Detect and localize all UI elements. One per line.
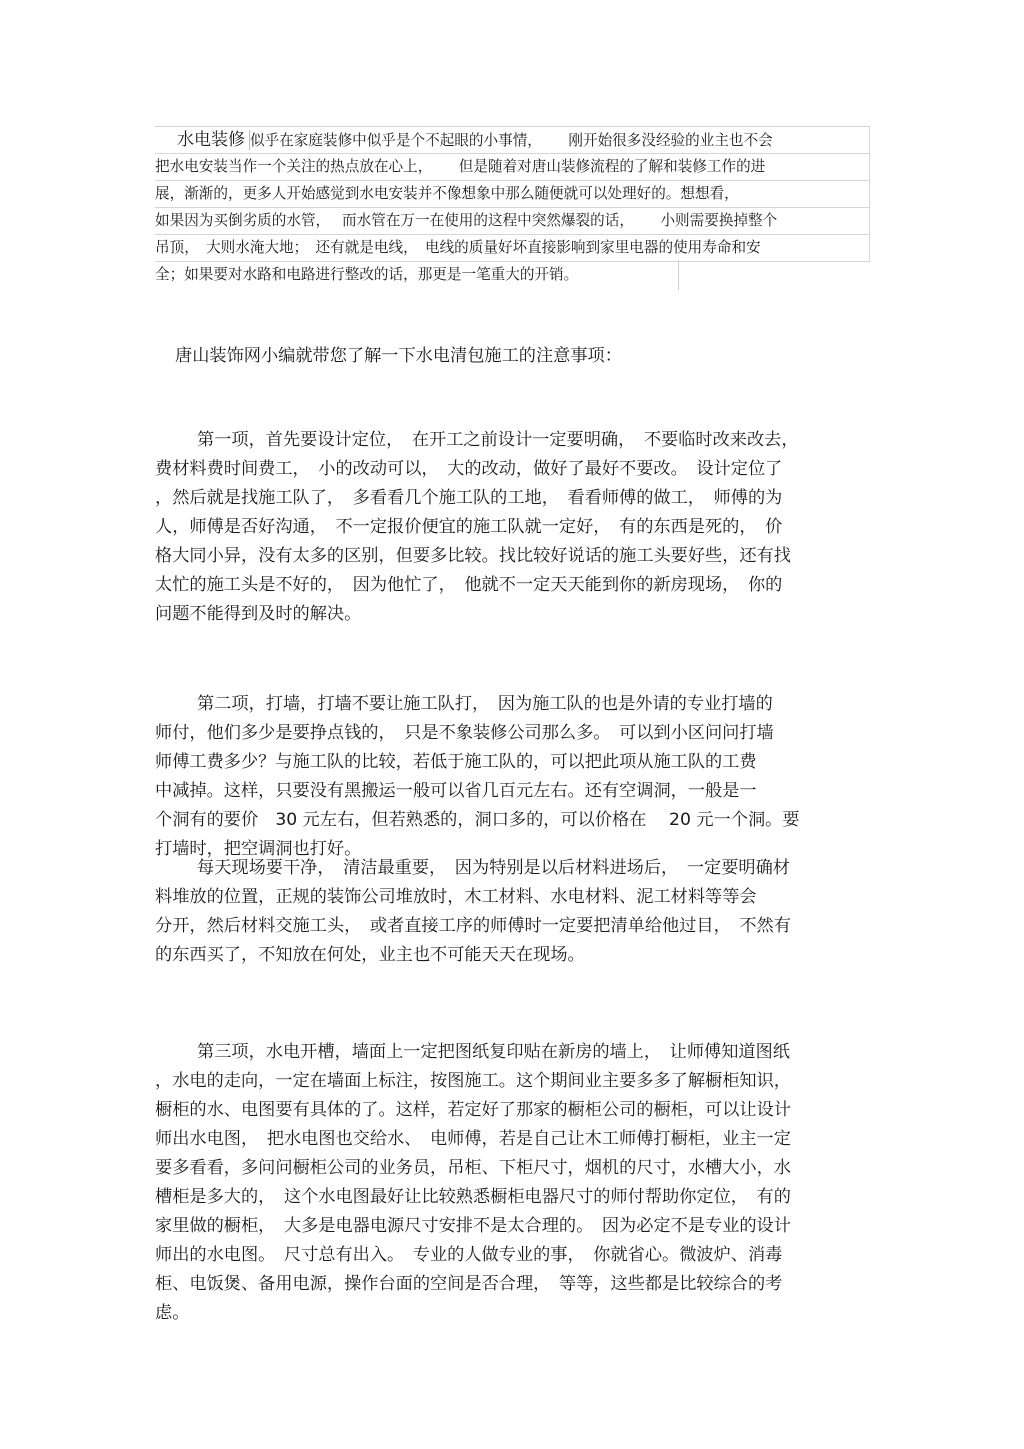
intro-line	[155, 262, 870, 288]
paragraph-line: 橱柜的水、电图要有具体的了。这样，若定好了那家的橱柜公司的橱柜，可以让设计	[155, 1100, 791, 1120]
paragraph-2	[155, 690, 867, 864]
paragraph-line: 问题不能得到及时的解决。	[155, 604, 362, 624]
paragraph-line: 第三项，水电开槽，墙面上一定把图纸复印贴在新房的墙上， 让师傅知道图纸	[197, 1042, 790, 1062]
paragraph-line: 费材料费时间费工， 小的改动可以， 大的改动，做好了最好不要改。 设计定位了	[155, 459, 783, 479]
paragraph-line: 虑。	[155, 1303, 190, 1323]
paragraph-line: 师傅工费多少？与施工队的比较，若低于施工队的，可以把此项从施工队的工费	[155, 752, 757, 772]
intro-line-text: 全；如果要对水路和电路进行整改的话，那更是一笔重大的开销。	[155, 266, 579, 283]
paragraph-line: ，水电的走向，一定在墙面上标注，按图施工。这个期间业主要多多了解橱柜知识，	[155, 1071, 791, 1091]
paragraph-line: 料堆放的位置，正规的装饰公司堆放时，木工材料、水电材料、泥工材料等等会	[155, 887, 757, 907]
paragraph-line: 第二项，打墙，打墙不要让施工队打， 因为施工队的也是外请的专业打墙的	[197, 694, 773, 714]
paragraph-line: ，然后就是找施工队了， 多看看几个施工队的工地， 看看师傅的做工， 师傅的为	[155, 488, 783, 508]
paragraph-4	[155, 1038, 867, 1328]
paragraph-line: 的东西买了，不知放在何处，业主也不可能天天在现场。	[155, 945, 585, 965]
paragraph-line: 师出水电图， 把水电图也交给水、 电师傅，若是自己让木工师傅打橱柜，业主一定	[155, 1129, 791, 1149]
paragraph-line: 要多看看，多问问橱柜公司的业务员，吊柜、下柜尺寸，烟机的尺寸，水槽大小，水	[155, 1158, 791, 1178]
paragraph-3	[155, 854, 867, 970]
intro-line: 如果因为买倒劣质的水管， 而水管在万一在使用的这程中突然爆裂的话， 小则需要换掉整个	[155, 208, 870, 235]
paragraph-line: 师付，他们多少是要挣点钱的， 只是不象装修公司那么多。 可以到小区问问打墙	[155, 723, 774, 743]
paragraph-line: 师出的水电图。 尺寸总有出入。 专业的人做专业的事， 你就省心。微波炉、消毒	[155, 1245, 783, 1265]
paragraph-line: 柜、电饭煲、备用电源，操作台面的空间是否合理， 等等，这些都是比较综合的考	[155, 1274, 783, 1294]
paragraph-line: 分开，然后材料交施工头， 或者直接工序的师傅时一定要把清单给他过目， 不然有	[155, 916, 791, 936]
intro-line	[155, 126, 870, 154]
section-heading	[155, 342, 867, 371]
heading-text: 唐山装饰网小编就带您了解一下水电清包施工的注意事项：	[175, 346, 622, 366]
paragraph-line: 太忙的施工头是不好的， 因为他忙了， 他就不一定天天能到你的新房现场， 你的	[155, 575, 783, 595]
paragraph-line: 人，师傅是否好沟通， 不一定报价便宜的施工队就一定好， 有的东西是死的， 价	[155, 517, 783, 537]
intro-block	[155, 126, 870, 288]
intro-line: 吊顶， 大则水淹大地； 还有就是电线， 电线的质量好坏直接影响到家里电器的使用寿命和安	[155, 235, 870, 262]
paragraph-line: 中减掉。这样，只要没有黑搬运一般可以省几百元左右。还有空调洞，一般是一	[155, 781, 757, 801]
paragraph-line: 打墙时，把空调洞也打好。	[155, 839, 362, 859]
intro-line-text: 似乎在家庭装修中似乎是个不起眼的小事情， 刚开始很多没经验的业主也不会	[250, 132, 773, 149]
paragraph-line: 每天现场要干净， 清洁最重要， 因为特别是以后材料进场后， 一定要明确材	[197, 858, 790, 878]
intro-line: 把水电安装当作一个关注的热点放在心上， 但是随着对唐山装修流程的了解和装修工作的进	[155, 154, 870, 181]
intro-line: 展，渐渐的，更多人开始感觉到水电安装并不像想象中那么随便就可以处理好的。想想看，	[155, 181, 870, 208]
paragraph-line: 槽柜是多大的， 这个水电图最好让比较熟悉橱柜电器尺寸的师付帮助你定位， 有的	[155, 1187, 791, 1207]
paragraph-line: 家里做的橱柜， 大多是电器电源尺寸安排不是太合理的。 因为必定不是专业的设计	[155, 1216, 791, 1236]
paragraph-1	[155, 426, 867, 629]
paragraph-line: 个洞有的要价 30 元左右，但若熟悉的，洞口多的，可以价格在 20 元一个洞。要	[155, 810, 800, 830]
divider	[678, 260, 679, 290]
paragraph-line: 格大同小异，没有太多的区别，但要多比较。找比较好说话的施工头要好些，还有找	[155, 546, 791, 566]
paragraph-line: 第一项，首先要设计定位， 在开工之前设计一定要明确， 不要临时改来改去，	[197, 430, 799, 450]
intro-lead-word: 水电装修	[155, 130, 250, 150]
